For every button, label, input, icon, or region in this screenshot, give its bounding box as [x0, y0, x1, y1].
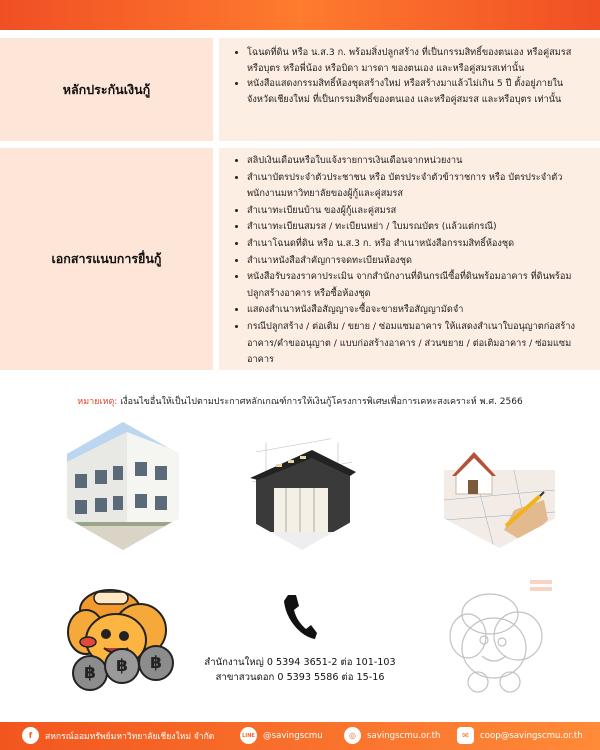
collateral-label: หลักประกันเงินกู้ [0, 38, 213, 141]
contact-line: สาขาสวนดอก 0 5393 5586 ต่อ 15-16 [215, 672, 385, 683]
email-label: coop@savingscmu.or.th [480, 730, 583, 741]
note-text: เงื่อนไขอื่นให้เป็นไปตามประกาศหลักเกณฑ์การให้เงินกู้โครงการพิเศษเพื่อการเคหะสงเคราะห์ พ.ศ. 2566 [117, 397, 523, 407]
list-item: • สำเนาทะเบียนบ้าน ของผู้กู้และคู่สมรส [247, 203, 586, 220]
facebook-icon: f [22, 727, 39, 744]
house-sketch-illustration [246, 422, 358, 550]
line-label: @savingscmu [263, 730, 323, 741]
collateral-row [0, 38, 600, 141]
list-item: • สลิปเงินเดือนหรือใบแจ้งรายการเงินเดือนจากหน่วยงาน [247, 153, 586, 170]
contact-info [180, 655, 420, 685]
house-plan-illustration [444, 430, 555, 548]
townhouse-image [67, 422, 179, 550]
list-item: • หนังสือรับรองราคาประเมิน จากสำนักงานที่ดินกรณีซื้อที่ดินพร้อมอาคาร ที่ดินพร้อมปลูกสร้างอาคาร หรือซื้อห้องชุด [247, 269, 586, 302]
website-label: savingscmu.or.th [367, 730, 441, 741]
house-plan-image [444, 430, 555, 548]
coin: ฿ [104, 648, 140, 684]
facebook-label: สหกรณ์ออมทรัพย์มหาวิทยาลัยเชียงใหม่ จำกัด [45, 731, 215, 742]
contact-line: สำนักงานใหญ่ 0 5394 3651-2 ต่อ 101-103 [204, 657, 396, 668]
list-item: • กรณีปลูกสร้าง / ต่อเติม / ขยาย / ซ่อมแซมอาคาร ให้แสดงสำเนาใบอนุญาตก่อสร้างอาคาร/คำขออนุญาต / แบบก่อสร้างอาคาร / ส่วนขยาย / ต่อเติมอาคาร / ซ่อมแซมอาคาร [247, 319, 586, 369]
list-item: • สำเนาบัตรประจำตัวประชาชน หรือ บัตรประจำตัวข้าราชการ หรือ บัตรประจำตัวพนักงานมหาวิทยาลัยของผู้กู้และคู่สมรส [247, 170, 586, 203]
footer-website[interactable] [344, 727, 440, 744]
collateral-content [219, 38, 600, 141]
list-item: • โฉนดที่ดิน หรือ น.ส.3 ก. พร้อมสิ่งปลูกสร้าง ที่เป็นกรรมสิทธิ์ของตนเอง หรือคู่สมรส หรือบุตร หรือพี่น้อง หรือบิดา มารดา ของตนเอง และหรือคู่สมรสเท่านั้น [247, 45, 586, 76]
documents-content [219, 148, 600, 370]
list-item: • สำเนาโฉนดที่ดิน หรือ น.ส.3 ก. หรือ สำเนาหนังสือกรรมสิทธิ์ห้องชุด [247, 236, 586, 253]
documents-label: เอกสารแนบการยื่นกู้ [0, 148, 213, 370]
line-icon: LINE [240, 727, 257, 744]
footer-line[interactable] [240, 727, 323, 744]
note [0, 394, 600, 408]
globe-icon: ◎ [344, 727, 361, 744]
documents-row [0, 148, 600, 370]
list-item: • สำเนาหนังสือสำคัญการจดทะเบียนห้องชุด [247, 253, 586, 270]
footer-facebook[interactable] [22, 727, 214, 744]
info-table [0, 38, 600, 377]
footer [0, 722, 600, 750]
mascot-sketch [434, 578, 556, 696]
top-banner [0, 0, 600, 30]
coin: ฿ [138, 645, 174, 681]
coin: ฿ [72, 655, 108, 691]
townhouse-illustration [67, 422, 179, 550]
house-sketch-image [246, 422, 358, 550]
phone-icon [282, 593, 318, 641]
note-label: หมายเหตุ: [77, 397, 118, 407]
list-item: • สำเนาทะเบียนสมรส / ทะเบียนหย่า / ใบมรณบัตร (แล้วแต่กรณี) [247, 219, 586, 236]
mail-icon: ✉ [457, 727, 474, 744]
mascot-sketch-illustration [434, 578, 556, 696]
footer-email[interactable] [457, 727, 583, 744]
list-item: • แสดงสำเนาหนังสือสัญญาจะซื้อจะขายหรือสัญญามัดจำ [247, 302, 586, 319]
list-item: • หนังสือแสดงกรรมสิทธิ์ห้องชุดสร้างใหม่ หรือสร้างมาแล้วไม่เกิน 5 ปี ตั้งอยู่ภายในจังหวัดเชียงใหม่ ที่เป็นกรรมสิทธิ์ของตนเอง และหรือคู่สมรส และหรือบุตร เท่านั้น [247, 76, 586, 107]
